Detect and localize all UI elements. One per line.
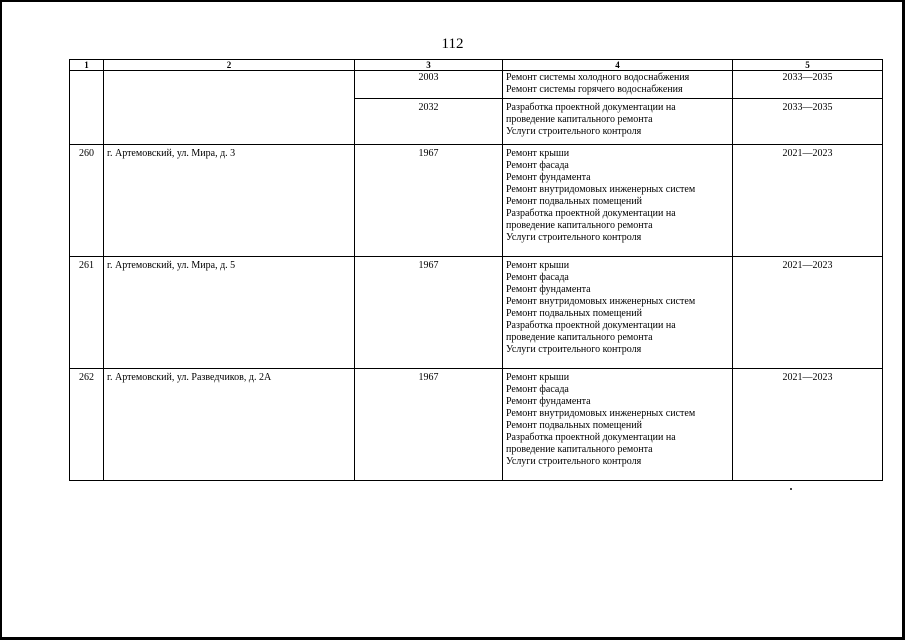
column-header-5: 5 xyxy=(733,60,883,71)
work-item: Ремонт фундамента xyxy=(506,284,591,295)
address-cell: г. Артемовский, ул. Мира, д. 5 xyxy=(104,257,355,369)
works-cell xyxy=(503,369,733,481)
work-item: Разработка проектной документации на xyxy=(506,320,676,331)
work-item: Ремонт фасада xyxy=(506,272,569,283)
scan-speck xyxy=(790,488,792,490)
work-item: Разработка проектной документации на xyxy=(506,102,676,113)
work-item: Ремонт подвальных помещений xyxy=(506,196,642,207)
works-cell xyxy=(503,257,733,369)
address-cell xyxy=(104,71,355,145)
work-item: Ремонт фасада xyxy=(506,160,569,171)
work-item: Разработка проектной документации на xyxy=(506,432,676,443)
work-item: Услуги строительного контроля xyxy=(506,126,642,137)
work-item: Ремонт крыши xyxy=(506,148,570,159)
table-row xyxy=(70,369,883,481)
year-cell: 2003 xyxy=(355,71,503,99)
work-item: Ремонт фундамента xyxy=(506,172,591,183)
year-cell: 2032 xyxy=(355,99,503,145)
column-header-4: 4 xyxy=(503,60,733,71)
header-row xyxy=(70,60,883,71)
work-item: Ремонт фасада xyxy=(506,384,569,395)
work-item: проведение капитального ремонта xyxy=(506,444,653,455)
address-cell: г. Артемовский, ул. Мира, д. 3 xyxy=(104,145,355,257)
period-cell: 2033—2035 xyxy=(733,71,883,99)
period-cell: 2021—2023 xyxy=(733,369,883,481)
works-cell xyxy=(503,99,733,145)
work-item: Разработка проектной документации на xyxy=(506,208,676,219)
scan-border-top xyxy=(0,0,905,2)
work-item: Ремонт системы горячего водоснабжения xyxy=(506,84,683,95)
repair-schedule-table xyxy=(69,59,883,481)
table-body xyxy=(70,71,883,481)
page-number: 112 xyxy=(441,36,464,52)
work-item: Ремонт внутридомовых инженерных систем xyxy=(506,184,696,195)
table-row xyxy=(70,145,883,257)
work-item: проведение капитального ремонта xyxy=(506,220,653,231)
period-cell: 2033—2035 xyxy=(733,99,883,145)
work-item: Ремонт крыши xyxy=(506,372,570,383)
work-item: проведение капитального ремонта xyxy=(506,114,653,125)
work-item: Ремонт системы холодного водоснабжения xyxy=(506,72,690,83)
work-item: Ремонт подвальных помещений xyxy=(506,308,642,319)
work-item: Ремонт фундамента xyxy=(506,396,591,407)
period-cell: 2021—2023 xyxy=(733,257,883,369)
work-item: Услуги строительного контроля xyxy=(506,456,642,467)
table-row xyxy=(70,257,883,369)
work-item: Ремонт крыши xyxy=(506,260,570,271)
year-cell: 1967 xyxy=(355,369,503,481)
column-header-2: 2 xyxy=(104,60,355,71)
work-item: проведение капитального ремонта xyxy=(506,332,653,343)
work-item: Ремонт подвальных помещений xyxy=(506,420,642,431)
scan-border-left xyxy=(0,0,2,640)
address-cell: г. Артемовский, ул. Разведчиков, д. 2А xyxy=(104,369,355,481)
row-number-cell: 262 xyxy=(70,369,104,481)
column-header-1: 1 xyxy=(70,60,104,71)
row-number-cell: 260 xyxy=(70,145,104,257)
works-cell xyxy=(503,145,733,257)
year-cell: 1967 xyxy=(355,145,503,257)
column-header-3: 3 xyxy=(355,60,503,71)
row-number-cell xyxy=(70,71,104,145)
works-cell xyxy=(503,71,733,99)
work-item: Ремонт внутридомовых инженерных систем xyxy=(506,296,696,307)
row-number-cell: 261 xyxy=(70,257,104,369)
work-item: Ремонт внутридомовых инженерных систем xyxy=(506,408,696,419)
work-item: Услуги строительного контроля xyxy=(506,232,642,243)
period-cell: 2021—2023 xyxy=(733,145,883,257)
table-row xyxy=(70,71,883,99)
work-item: Услуги строительного контроля xyxy=(506,344,642,355)
year-cell: 1967 xyxy=(355,257,503,369)
